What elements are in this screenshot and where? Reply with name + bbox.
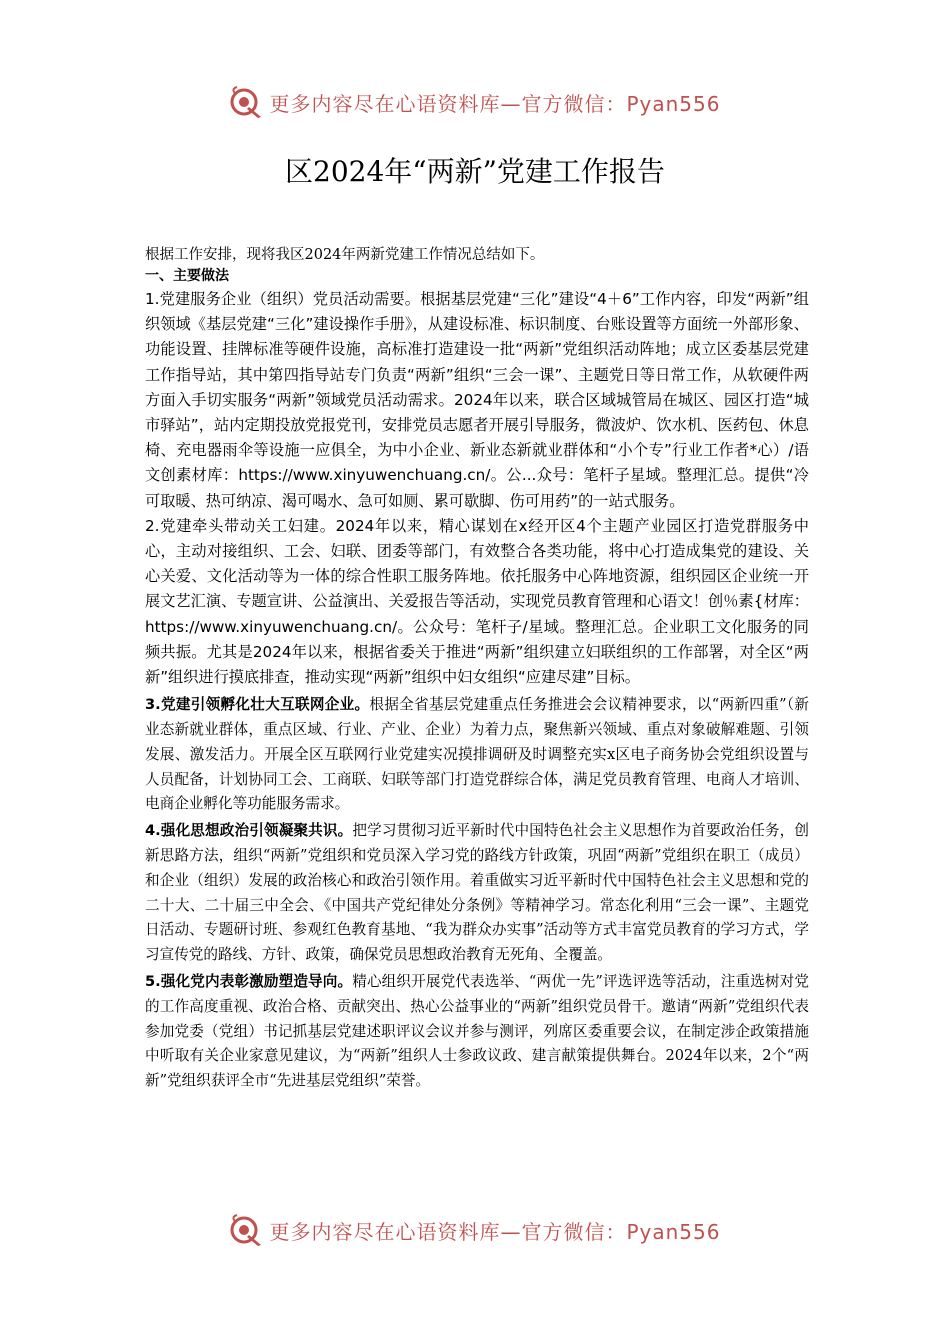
header-banner-text: 更多内容尽在心语资料库—官方微信：Pyan556 [269, 91, 721, 116]
paragraph-3-body: 根据全省基层党建重点任务推进会会议精神要求，以“两新四重”（新业态新就业群体，重点区域、行业、产业、企业）为着力点，聚焦新兴领域、重点对象破解难题、引领发展、激发活力。开展全区互联网行业党建实况摸排调研及时调整充实x区电子商务协会党组织设置与人员配备，计划协同工会、工商联、妇联等部门打造党群综合体，满足党员教育管理、电商人才培训、电商企业孵化等功能服务需求。 [145, 696, 810, 813]
paragraph-4-lead: 4.强化思想政治引领凝聚共识。 [145, 822, 353, 840]
paragraph-5-body: 精心组织开展党代表选举、“两优一先”评选评选等活动，注重选树对党的工作高度重视、政治合格、贡献突出、热心公益事业的“两新”组织党员骨干。邀请“两新”党组织代表参加党委（党组）书记抓基层党建述职评议会议并参与测评，列席区委重要会议，在制定涉企政策措施中听取有关企业家意见建议，为“两新”组织人士参政议政、建言献策提供舞台。2024年以来，2个“两新”党组织获评全市“先进基层党组织”荣誉。 [145, 973, 809, 1090]
footer-banner-text: 更多内容尽在心语资料库—官方微信：Pyan556 [269, 1219, 721, 1244]
paragraph-5-lead: 5.强化党内表彰激励塑造导向。 [145, 973, 353, 991]
footer-banner [0, 1210, 950, 1250]
paragraph-4 [145, 819, 809, 968]
document-title: 区2024年“两新”党建工作报告 [285, 155, 665, 188]
header-banner [0, 82, 950, 122]
intro-paragraph: 根据工作安排，现将我区2024年两新党建工作情况总结如下。 [145, 247, 545, 263]
paragraph-1: 1.党建服务企业（组织）党员活动需要。根据基层党建“三化”建设“4＋6”工作内容，印发“两新”组织领域《基层党建“三化”建设操作手册》，从建设标准、标识制度、台账设置等方面统一外部形象、功能设置、挂牌标准等硬件设施，高标准打造建设一批“两新”党组织活动阵地；成立区委基层党建工作指导站，其中第四指导站专门负责“两新”组织“三会一课”、主题党日等日常工作，从软硬件两方面入手切实服务“两新”领域党员活动需求。2024年以来，联合区域城管局在城区、园区打造“城市驿站”，站内定期投放党报党刊，安排党员志愿者开展引导服务，微波炉、饮水机、医药包、休息椅、充电器雨伞等设施一应俱全，为中小企业、新业态新就业群体和“小个专”行业工作者*心）/语文创素材库：https://www.xinyuwenchuang.cn/。公...众号：笔杆子星域。整理汇总。提供“冷可取暖、热可纳凉、渴可喝水、急可如厕、累可歇脚、伤可用药”的一站式服务。 [145, 290, 809, 510]
paragraph-3-lead: 3.党建引领孵化壮大互联网企业。 [145, 696, 370, 714]
paragraph-3 [145, 693, 809, 817]
paragraph-5 [145, 970, 809, 1094]
section-heading-main-practices: 一、主要做法 [145, 268, 229, 284]
paragraph-2: 2.党建牵头带动关工妇建。2024年以来，精心谋划在x经开区4个主题产业园区打造党群服务中心，主动对接组织、工会、妇联、团委等部门，有效整合各类功能，将中心打造成集党的建设、关心关爱、文化活动等为一体的综合性职工服务阵地。依托服务中心阵地资源，组织园区企业统一开展文艺汇演、专题宣讲、公益演出、关爱报告等活动，实现党员教育管理和心语文！创％素{材库：https://www.xinyuwenchuang.cn/。公众号：笔杆子/星域。整理汇总。企业职工文化服务的同频共振。尤其是2024年以来，根据省委关于推进“两新”组织建立妇联组织的工作部署，对全区“两新”组织进行摸底排查，推动实现“两新”组织中妇女组织“应建尽建”目标。 [145, 516, 809, 687]
paragraph-4-body: 把学习贯彻习近平新时代中国特色社会主义思想作为首要政治任务，创新思路方法，组织“两新”党组织和党员深入学习党的路线方针政策，巩固“两新”党组织在职工（成员）和企业（组织）发展的政治核心和政治引领作用。着重做实习近平新时代中国特色社会主义思想和党的二十大、二十届三中全会、《中国共产党纪律处分条例》等精神学习。常态化利用“三会一课”、主题党日活动、专题研讨班、参观红色教育基地、“我为群众办实事”活动等方式丰富党员教育的学习方式，学习宣传党的路线、方针、政策，确保党员思想政治教育无死角、全覆盖。 [145, 822, 809, 964]
pen-seal-logo-icon [229, 85, 263, 119]
document-body [145, 245, 809, 1094]
pen-seal-logo-icon [229, 1213, 263, 1247]
